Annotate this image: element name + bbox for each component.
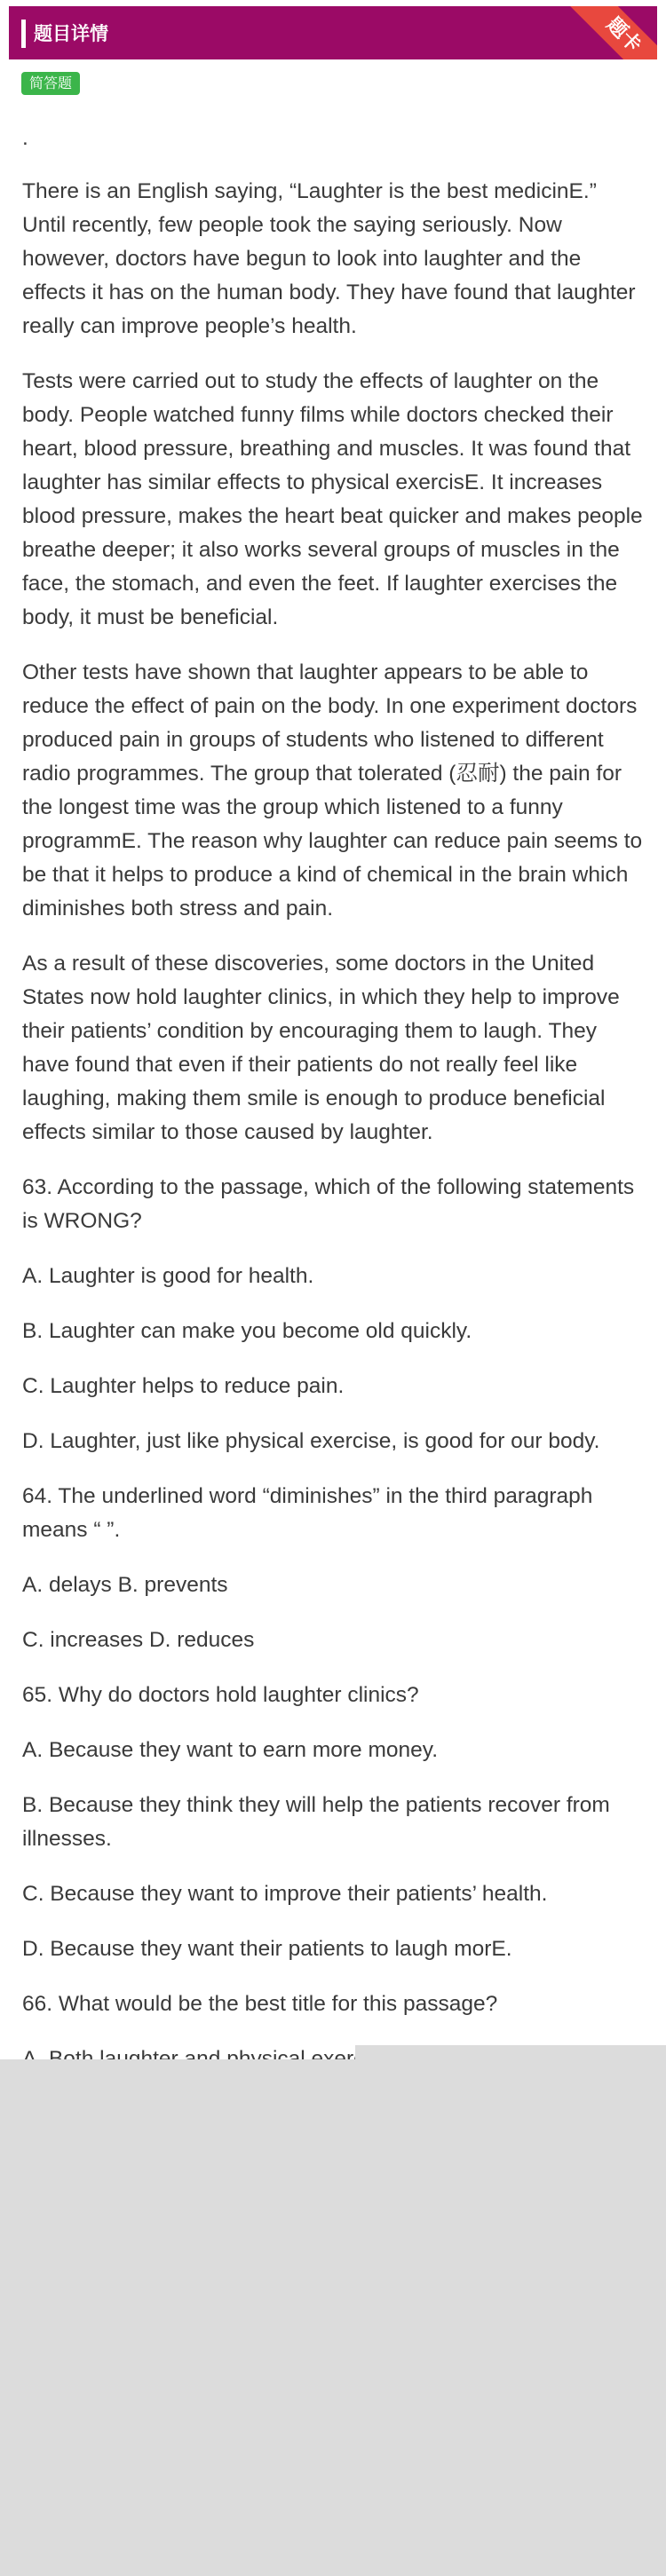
header-accent-bar	[21, 20, 26, 48]
question-64-stem: 64. The underlined word “diminishes” in the third paragraph means “ ”.	[22, 1484, 593, 1542]
page-header	[9, 6, 657, 59]
passage-paragraph-2: Tests were carried out to study the effects of laughter on the body. People watched funny films while doctors checked their heart, blood pressure, breathing and muscles. It was found that laughter has similar effects to physical exercisE. It increases blood pressure, makes the heart beat quicker and makes people breathe deeper; it also works several groups of muscles in the face, the stomach, and even the feet. If laughter exercises the body, it must be beneficial.	[22, 369, 643, 629]
passage-paragraph-4: As a result of these discoveries, some doctors in the United States now hold laughter clinics, in which they help to improve their patients’ condition by encouraging them to laugh. They have found that even if their patients do not really feel like laughing, making them smile is enough to produce beneficial effects similar to those caused by laughter.	[22, 952, 620, 1144]
question-type-badge: 简答题	[21, 72, 80, 95]
passage-paragraph-3: Other tests have shown that laughter appears to be able to reduce the effect of pain on the body. In one experiment doctors produced pain in groups of students who listened to different radio programmes. The group that tolerated (忍耐) the pain for the longest time was the group which listened to a funny programmE. The reason why laughter can reduce pain seems to be that it helps to produce a kind of chemical in the brain which diminishes both stress and pain.	[22, 660, 643, 921]
question-63-option-d: D. Laughter, just like physical exercise, is good for our body.	[22, 1429, 600, 1453]
question-64-options-cd: C. increases D. reduces	[22, 1628, 255, 1652]
question-63-option-c: C. Laughter helps to reduce pain.	[22, 1374, 345, 1398]
question-content	[22, 122, 646, 2098]
page-title: 题目详情	[34, 23, 108, 44]
question-64-options-ab: A. delays B. prevents	[22, 1573, 228, 1597]
leading-mark: .	[22, 126, 28, 150]
question-65-option-c: C. Because they want to improve their patients’ health.	[22, 1882, 548, 1906]
question-65-option-b: B. Because they think they will help the patients recover from illnesses.	[22, 1793, 610, 1851]
answer-card-ribbon[interactable]: 题卡	[568, 6, 657, 59]
question-65-option-a: A. Because they want to earn more money.	[22, 1738, 439, 1762]
question-63-stem: 63. According to the passage, which of the following statements is WRONG?	[22, 1175, 635, 1233]
gray-overlay-area	[0, 2059, 666, 2576]
passage-paragraph-1: There is an English saying, “Laughter is the best medicinE.” Until recently, few people took the saying seriously. Now however, doctors have begun to look into laughter and the effects it has on the human body. They have found that laughter really can improve people’s health.	[22, 179, 636, 338]
question-66-stem: 66. What would be the best title for this passage?	[22, 1992, 498, 2016]
question-65-stem: 65. Why do doctors hold laughter clinics?	[22, 1683, 419, 1707]
question-63-option-a: A. Laughter is good for health.	[22, 1264, 314, 1288]
question-65-option-d: D. Because they want their patients to laugh morE.	[22, 1937, 512, 1961]
answer-card-ribbon-wrap[interactable]	[568, 6, 657, 59]
question-63-option-b: B. Laughter can make you become old quickly.	[22, 1319, 472, 1343]
